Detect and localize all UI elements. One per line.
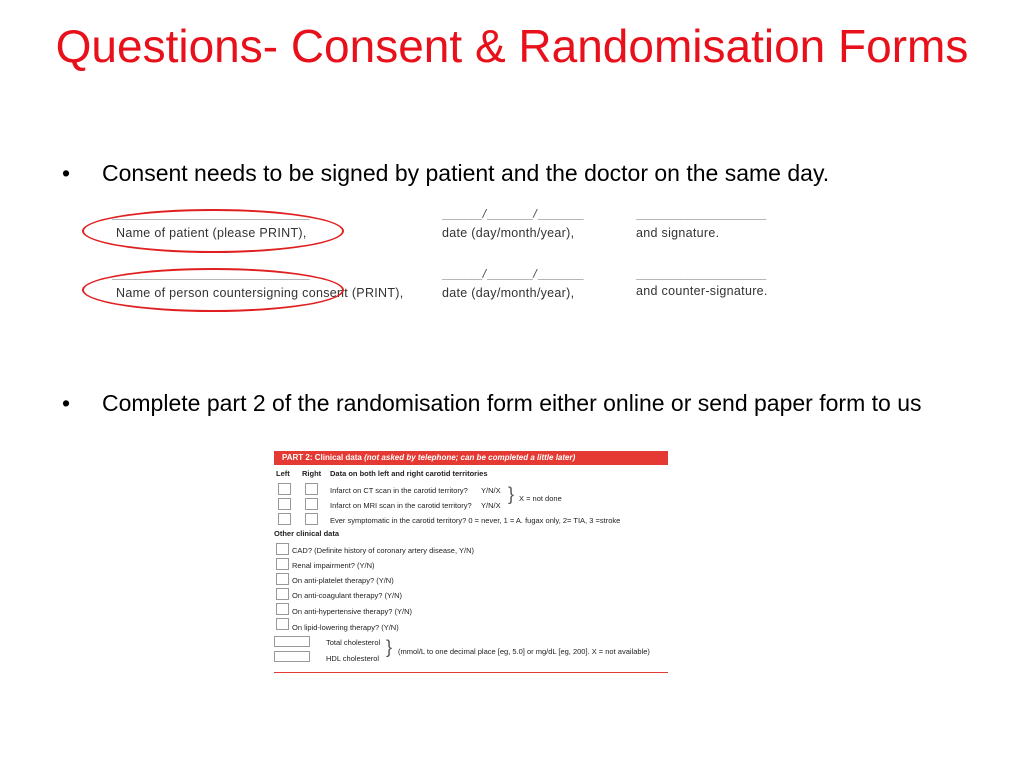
signature-label: and signature. bbox=[636, 226, 720, 240]
name-line: ___________________________________ bbox=[112, 207, 309, 220]
checkbox-antihypertensive[interactable] bbox=[276, 603, 289, 615]
ever-symptomatic-question: Ever symptomatic in the carotid territory? 0 = never, 1 = A. fugax only, 2= TIA, 3 =stroke bbox=[330, 516, 621, 525]
date-label: date (day/month/year), bbox=[442, 226, 575, 240]
signature-line: _______________________ bbox=[636, 207, 766, 220]
col-data-header: Data on both left and right carotid territories bbox=[330, 469, 488, 478]
checkbox-anticoagulant[interactable] bbox=[276, 588, 289, 600]
name-line: ___________________________________ bbox=[112, 267, 309, 280]
patient-name-label: Name of patient (please PRINT), bbox=[116, 226, 307, 240]
col-left-header: Left bbox=[276, 469, 290, 478]
checkbox-left[interactable] bbox=[278, 483, 291, 495]
highlight-oval bbox=[82, 209, 344, 253]
hdl-cholesterol-field[interactable] bbox=[274, 651, 310, 662]
date-line: _______/________/________ bbox=[442, 207, 583, 220]
total-cholesterol-field[interactable] bbox=[274, 636, 310, 647]
other-clinical-heading: Other clinical data bbox=[274, 529, 340, 538]
cholesterol-units-note: (mmol/L to one decimal place [eg, 5.0] or mg/dL [eg, 200]. X = not available) bbox=[398, 647, 650, 656]
ct-infarct-question: Infarct on CT scan in the carotid territory? bbox=[330, 486, 468, 495]
form-header-note: (not asked by telephone; can be completed a little later) bbox=[364, 453, 576, 462]
col-right-header: Right bbox=[302, 469, 322, 478]
bullet-text: Complete part 2 of the randomisation form either online or send paper form to us bbox=[102, 390, 922, 416]
highlight-oval bbox=[82, 268, 344, 312]
countersigner-name-label: Name of person countersigning consent (PRINT), bbox=[116, 286, 404, 300]
brace: } bbox=[508, 484, 515, 504]
cad-question: CAD? (Definite history of coronary artery disease, Y/N) bbox=[292, 546, 475, 555]
ct-infarct-code: Y/N/X bbox=[481, 486, 501, 495]
mri-infarct-code: Y/N/X bbox=[481, 501, 501, 510]
antihypertensive-question: On anti-hypertensive therapy? (Y/N) bbox=[292, 607, 413, 616]
antiplatelet-question: On anti-platelet therapy? (Y/N) bbox=[292, 576, 394, 585]
checkbox-cad[interactable] bbox=[276, 543, 289, 555]
renal-question: Renal impairment? (Y/N) bbox=[292, 561, 375, 570]
bullet-text: Consent needs to be signed by patient and the doctor on the same day. bbox=[102, 160, 830, 186]
form-bottom-rule bbox=[274, 672, 668, 673]
checkbox-left[interactable] bbox=[278, 498, 291, 510]
checkbox-left[interactable] bbox=[278, 513, 291, 525]
brace: } bbox=[386, 637, 393, 657]
checkbox-renal[interactable] bbox=[276, 558, 289, 570]
hdl-cholesterol-label: HDL cholesterol bbox=[326, 654, 380, 663]
x-not-done-note: X = not done bbox=[519, 494, 562, 503]
signature-line: _______________________ bbox=[636, 267, 766, 280]
checkbox-right[interactable] bbox=[305, 498, 318, 510]
checkbox-right[interactable] bbox=[305, 513, 318, 525]
counter-signature-label: and counter-signature. bbox=[636, 284, 768, 298]
lipid-question: On lipid-lowering therapy? (Y/N) bbox=[292, 623, 399, 632]
total-cholesterol-label: Total cholesterol bbox=[326, 638, 381, 647]
checkbox-right[interactable] bbox=[305, 483, 318, 495]
bullet-marker: • bbox=[62, 160, 71, 186]
checkbox-antiplatelet[interactable] bbox=[276, 573, 289, 585]
date-label: date (day/month/year), bbox=[442, 286, 575, 300]
checkbox-lipid[interactable] bbox=[276, 618, 289, 630]
mri-infarct-question: Infarct on MRI scan in the carotid territory? bbox=[330, 501, 472, 510]
bullet-marker: • bbox=[62, 390, 71, 416]
part2-clinical-data-form bbox=[274, 451, 668, 675]
form-header bbox=[274, 451, 668, 465]
date-line: _______/________/________ bbox=[442, 267, 583, 280]
form-header-title: PART 2: Clinical data bbox=[282, 453, 365, 462]
slide-title: Questions- Consent & Randomisation Forms bbox=[55, 20, 969, 72]
anticoagulant-question: On anti-coagulant therapy? (Y/N) bbox=[292, 591, 403, 600]
